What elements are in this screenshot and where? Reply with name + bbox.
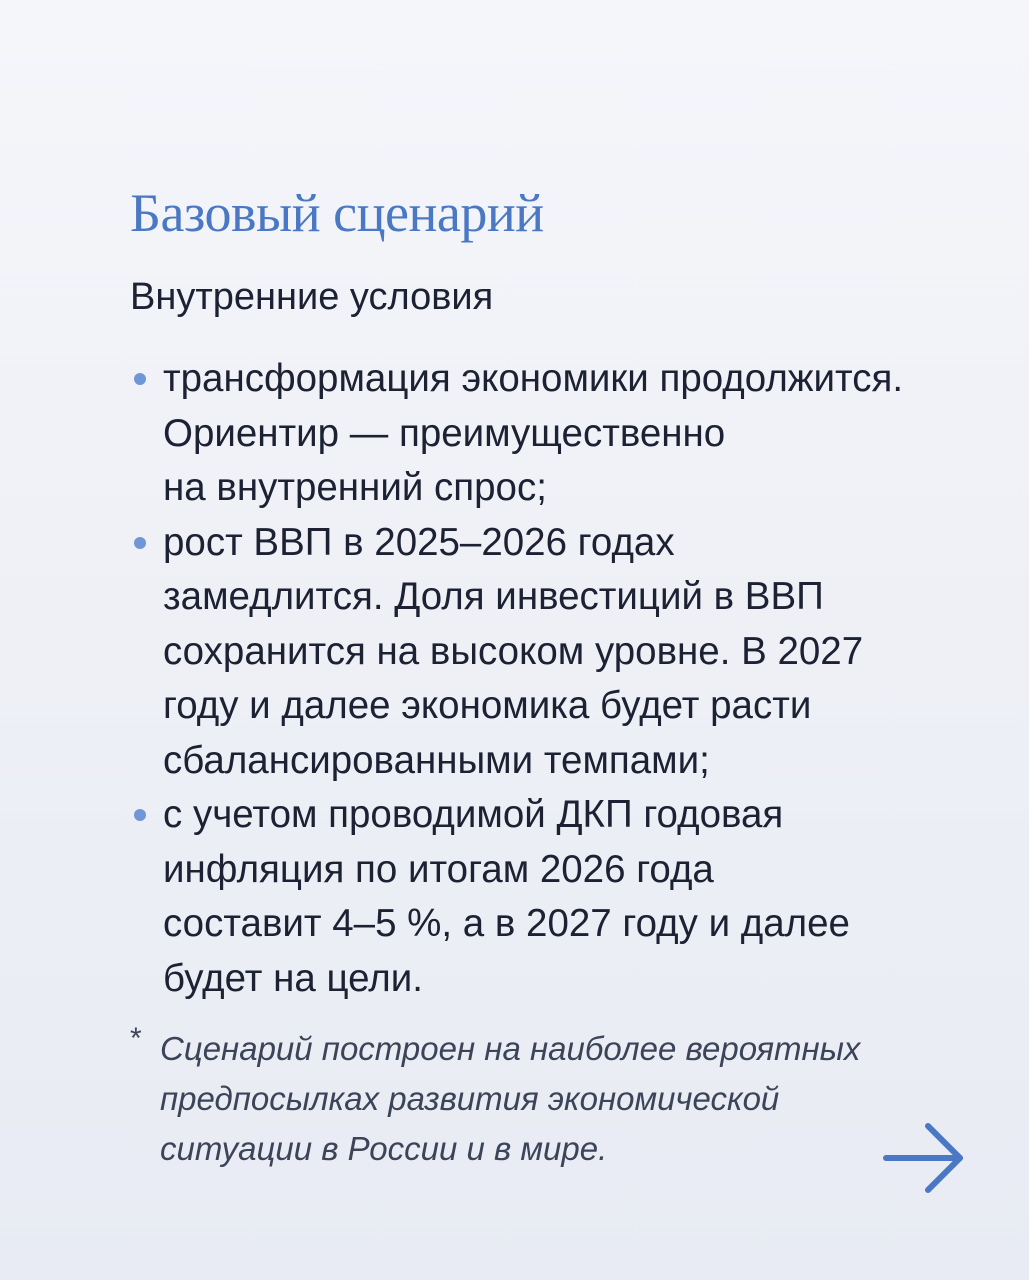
bullet-dot-icon [134, 537, 146, 549]
bullet-line: составит 4–5 %, а в 2027 году и далее [163, 902, 850, 945]
footnote-line: Сценарий построен на наиболее вероятных [160, 1030, 861, 1067]
footnote-text [160, 1024, 860, 1174]
arrow-right-icon[interactable] [880, 1118, 970, 1198]
footnote-marker: * [130, 1022, 142, 1055]
bullet-line: сохранится на высоком уровне. В 2027 [163, 629, 864, 673]
bullet-line: трансформация экономики продолжится. [163, 357, 904, 400]
bullet-line: инфляция по итогам 2026 года [163, 847, 714, 891]
footnote-line: ситуации в России и в мире. [160, 1130, 608, 1167]
bullet-dot-icon [134, 809, 146, 821]
bullet-item [130, 352, 990, 516]
bullet-line: Ориентир — преимущественно [163, 411, 726, 455]
bullet-item [130, 516, 990, 789]
bullet-line: замедлится. Доля инвестиций в ВВП [163, 575, 824, 618]
bullet-line: рост ВВП в 2025–2026 годах [163, 520, 675, 564]
bullet-item [130, 788, 990, 1006]
footnote-line: предпосылках развития экономической [160, 1080, 780, 1117]
bullet-line: будет на цели. [163, 956, 423, 1000]
bullet-list [130, 352, 990, 1006]
bullet-line: с учетом проводимой ДКП годовая [163, 793, 784, 836]
bullet-line: году и далее экономика будет расти [163, 684, 812, 727]
bullet-line: сбалансированными темпами; [163, 738, 710, 782]
section-subtitle: Внутренние условия [130, 276, 494, 318]
bullet-line: на внутренний спрос; [163, 466, 547, 509]
bullet-dot-icon [134, 373, 146, 385]
page-title: Базовый сценарий [130, 183, 544, 243]
